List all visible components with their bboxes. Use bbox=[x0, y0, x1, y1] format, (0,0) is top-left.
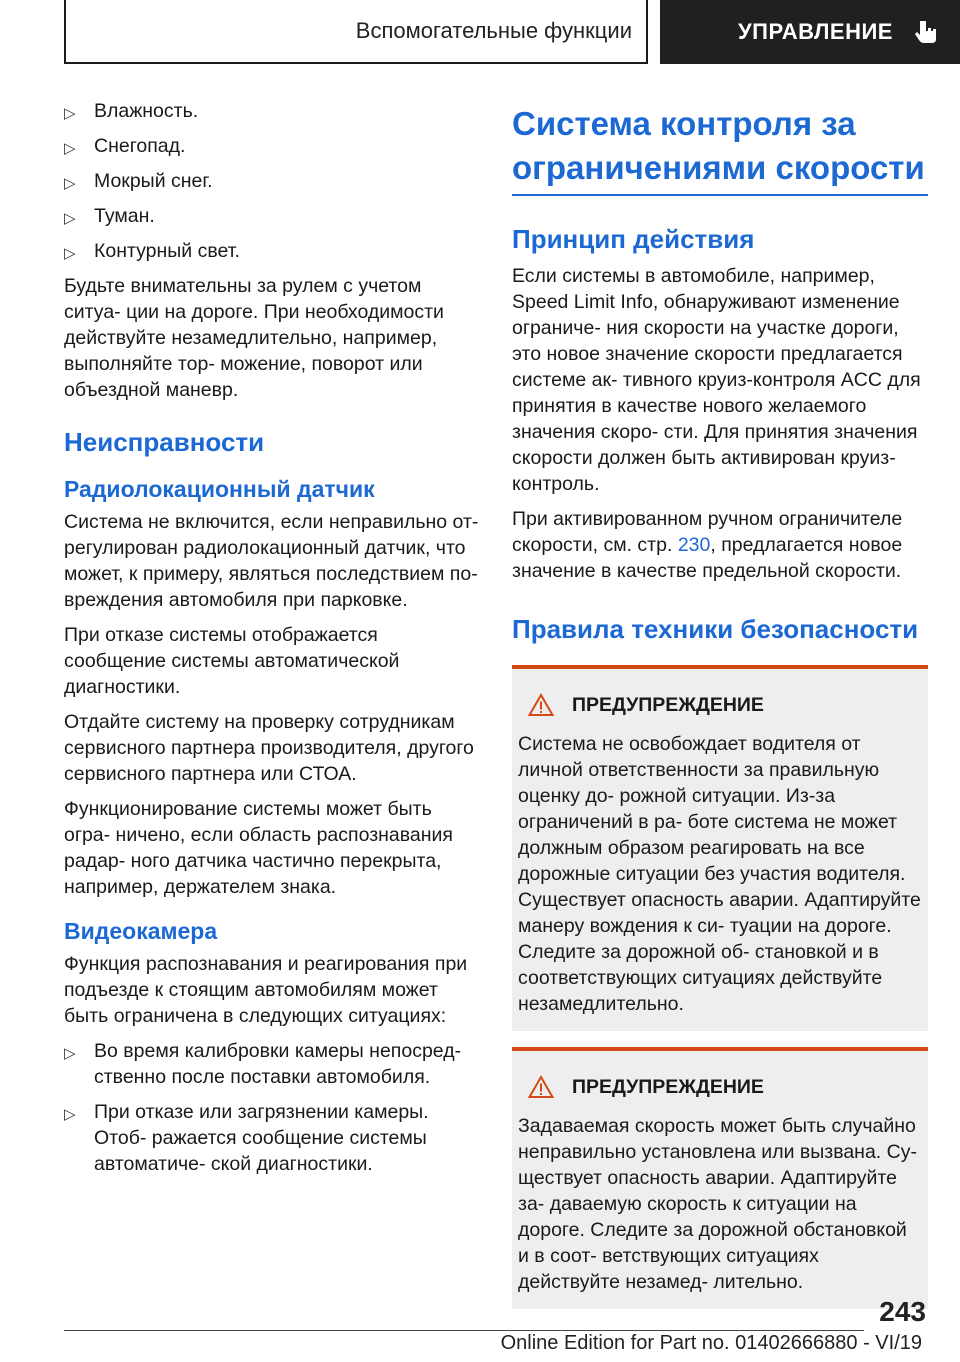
heading-principle: Принцип действия bbox=[512, 224, 755, 254]
page-link[interactable]: 230 bbox=[677, 534, 711, 556]
list-item: ▷ При отказе или загрязнении камеры. Отоб- ражается сообщение системы автоматиче- ской диагностики. bbox=[64, 1101, 429, 1175]
heading-safety: Правила техники безопасности bbox=[512, 614, 919, 644]
radar-paragraph: Система не включится, если неправильно от- регулирован радиолокационный датчик, что может, к примеру, являться последствием по- вреждения автомобиля при парковке. bbox=[64, 511, 479, 611]
list-item: ▷ Мокрый снег. bbox=[64, 168, 480, 194]
triangle-bullet-icon: ▷ bbox=[64, 175, 76, 192]
triangle-bullet-icon: ▷ bbox=[64, 105, 76, 122]
list-item: ▷ Туман. bbox=[64, 203, 480, 229]
list-item: ▷ Снегопад. bbox=[64, 133, 480, 159]
conditions-list bbox=[64, 98, 480, 264]
chapter-header bbox=[660, 0, 960, 64]
list-item: ▷ Контурный свет. bbox=[64, 238, 480, 264]
page-number: 243 bbox=[879, 1296, 926, 1327]
attention-paragraph: Будьте внимательны за рулем с учетом ситуа- ции на дороге. При необходимости действуйте незамедлительно, например, выполняйте тор- можение, поворот или объездной маневр. bbox=[64, 275, 444, 401]
radar-paragraph: При отказе системы отображается сообщение системы автоматической диагностики. bbox=[64, 624, 400, 698]
footer-edition: Online Edition for Part no. 01402666880 - VI/19 bbox=[500, 1332, 922, 1354]
radar-paragraph: Отдайте систему на проверку сотрудникам сервисного партнера производителя, другого сервисного партнера или СТОА. bbox=[64, 711, 474, 785]
chapter-title: УПРАВЛЕНИЕ bbox=[738, 19, 893, 44]
triangle-bullet-icon: ▷ bbox=[64, 140, 76, 157]
camera-paragraph: Функция распознавания и реагирования при подъезде к стоящим автомобилям может быть ограничена в следующих ситуациях: bbox=[64, 953, 468, 1027]
warning-text: Задаваемая скорость может быть случайно неправильно установлена или вызвана. Су- ществует опасность аварии. Адаптируйте за- даваемую скорость к ситуации на дороге. Следите за дорожной обстановкой и в соот- ветствующих ситуациях действуйте незамед- лительно. bbox=[518, 1115, 917, 1293]
left-column bbox=[64, 98, 480, 1186]
warning-box bbox=[512, 1047, 928, 1309]
radar-paragraph: Функционирование системы может быть огра- ничено, если область распознавания радар- ного датчика частично перекрыта, например, держателем знака. bbox=[64, 798, 453, 898]
heading-camera: Видеокамера bbox=[64, 918, 218, 944]
warning-title: ПРЕДУПРЕЖДЕНИЕ bbox=[572, 693, 764, 716]
footer-divider bbox=[64, 1330, 864, 1331]
warning-triangle-icon bbox=[528, 1075, 554, 1099]
warning-box bbox=[512, 665, 928, 1031]
hand-pointer-icon bbox=[915, 19, 939, 45]
section-header bbox=[64, 0, 648, 64]
warning-triangle-icon bbox=[528, 693, 554, 717]
triangle-bullet-icon: ▷ bbox=[64, 1045, 76, 1062]
warning-title: ПРЕДУПРЕЖДЕНИЕ bbox=[572, 1075, 764, 1098]
warning-text: Система не освобождает водителя от личной ответственности за правильную оценку до- рожной ситуации. Из-за ограничений в ра- боте система не может должным образом реагировать на все дорожные ситуации без участия водителя. Существует опасность аварии. Адаптируйте манеру вождения к си- туации на дороге. Следите за дорожной об- становкой и в соответствующих ситуациях действуйте незамедлительно. bbox=[518, 733, 921, 1015]
camera-list bbox=[64, 1038, 480, 1177]
principle-paragraph: Если системы в автомобиле, например, Speed Limit Info, обнаруживают изменение ограниче- ния скорости на участке дороги, это новое значение скорости предлагается системе ак- тивного круиз-контроля ACC для принятия в качестве нового желаемого значения скоро- сти. Для принятия значения скорости должен быть активирован круиз-контроль. bbox=[512, 265, 921, 495]
triangle-bullet-icon: ▷ bbox=[64, 1106, 76, 1123]
triangle-bullet-icon: ▷ bbox=[64, 245, 76, 262]
heading-malfunctions: Неисправности bbox=[64, 427, 265, 457]
right-column bbox=[512, 98, 928, 1325]
heading-radar-sensor: Радиолокационный датчик bbox=[64, 476, 375, 502]
list-item: ▷ Во время калибровки камеры непосред- ственно после поставки автомобиля. bbox=[64, 1040, 462, 1088]
list-item: ▷ Влажность. bbox=[64, 98, 480, 124]
principle-paragraph: При активированном ручном ограничителе скорости, см. стр. 230, предлагается новое значение в качестве предельной скорости. bbox=[512, 508, 903, 582]
triangle-bullet-icon: ▷ bbox=[64, 210, 76, 227]
section-title: Вспомогательные функции bbox=[355, 18, 632, 43]
page-title: Система контроля за ограничениями скорости bbox=[512, 102, 928, 196]
